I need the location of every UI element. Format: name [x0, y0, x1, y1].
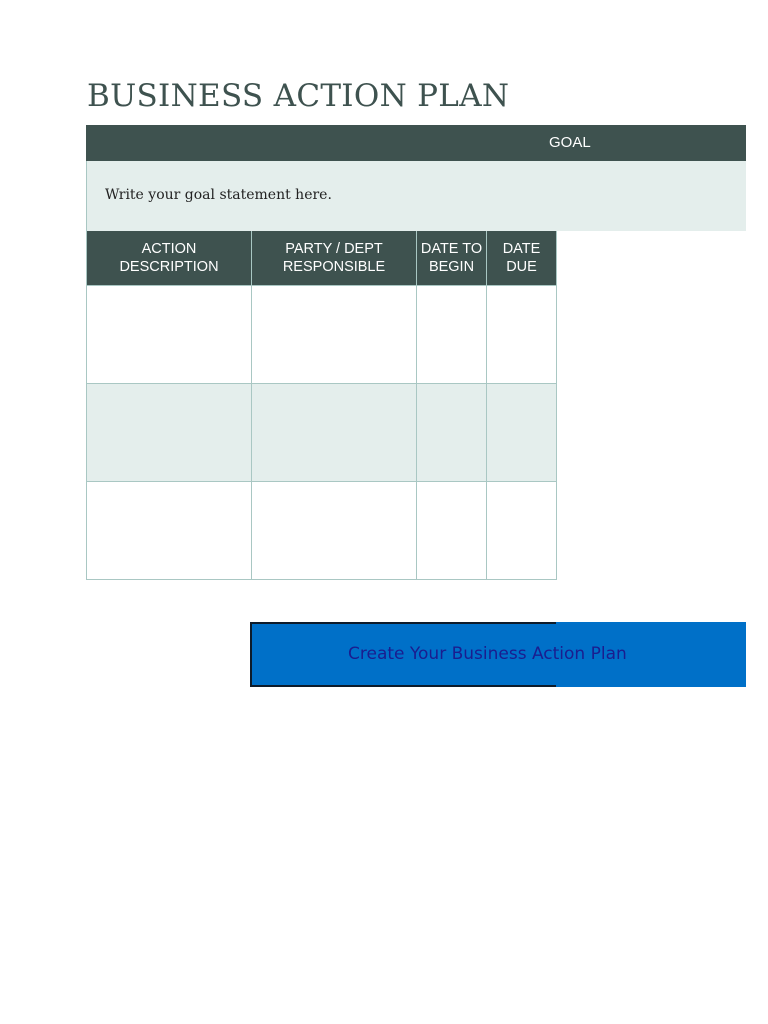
table-row: [87, 481, 557, 579]
header-action-description-line2: DESCRIPTION: [119, 258, 219, 275]
create-action-plan-button[interactable]: [250, 622, 627, 687]
table-cell[interactable]: [87, 285, 252, 383]
goal-statement-row[interactable]: [86, 161, 746, 231]
header-date-to-begin-line1: DATE TO: [420, 240, 483, 257]
table-cell[interactable]: [252, 383, 417, 481]
table-cell[interactable]: [252, 285, 417, 383]
action-table-header-row: [87, 231, 557, 285]
table-cell[interactable]: [487, 285, 557, 383]
header-date-due-line2: DUE: [506, 258, 537, 275]
goal-header-bar: [86, 125, 746, 161]
goal-header-label: GOAL: [549, 134, 591, 151]
table-cell[interactable]: [417, 481, 487, 579]
table-cell[interactable]: [487, 481, 557, 579]
table-row: [87, 285, 557, 383]
header-party-responsible-line1: PARTY / DEPT: [285, 240, 383, 257]
header-date-to-begin-line2: BEGIN: [428, 258, 475, 275]
action-table: [86, 231, 557, 580]
table-cell[interactable]: [87, 383, 252, 481]
cta-banner: [250, 622, 746, 687]
table-cell[interactable]: [417, 383, 487, 481]
table-cell[interactable]: [87, 481, 252, 579]
header-date-due: [487, 231, 557, 285]
header-party-responsible-line2: RESPONSIBLE: [282, 258, 386, 275]
header-action-description-line1: ACTION: [141, 240, 197, 257]
table-cell[interactable]: [487, 383, 557, 481]
header-date-due-line1: DATE: [502, 240, 541, 257]
table-cell[interactable]: [417, 285, 487, 383]
table-cell[interactable]: [252, 481, 417, 579]
goal-statement-text[interactable]: Write your goal statement here.: [105, 187, 332, 203]
page-title: BUSINESS ACTION PLAN: [87, 78, 510, 114]
header-party-responsible: [252, 231, 417, 285]
create-action-plan-label: Create Your Business Action Plan: [348, 644, 627, 664]
table-row: [87, 383, 557, 481]
header-action-description: [87, 231, 252, 285]
header-date-to-begin: [417, 231, 487, 285]
